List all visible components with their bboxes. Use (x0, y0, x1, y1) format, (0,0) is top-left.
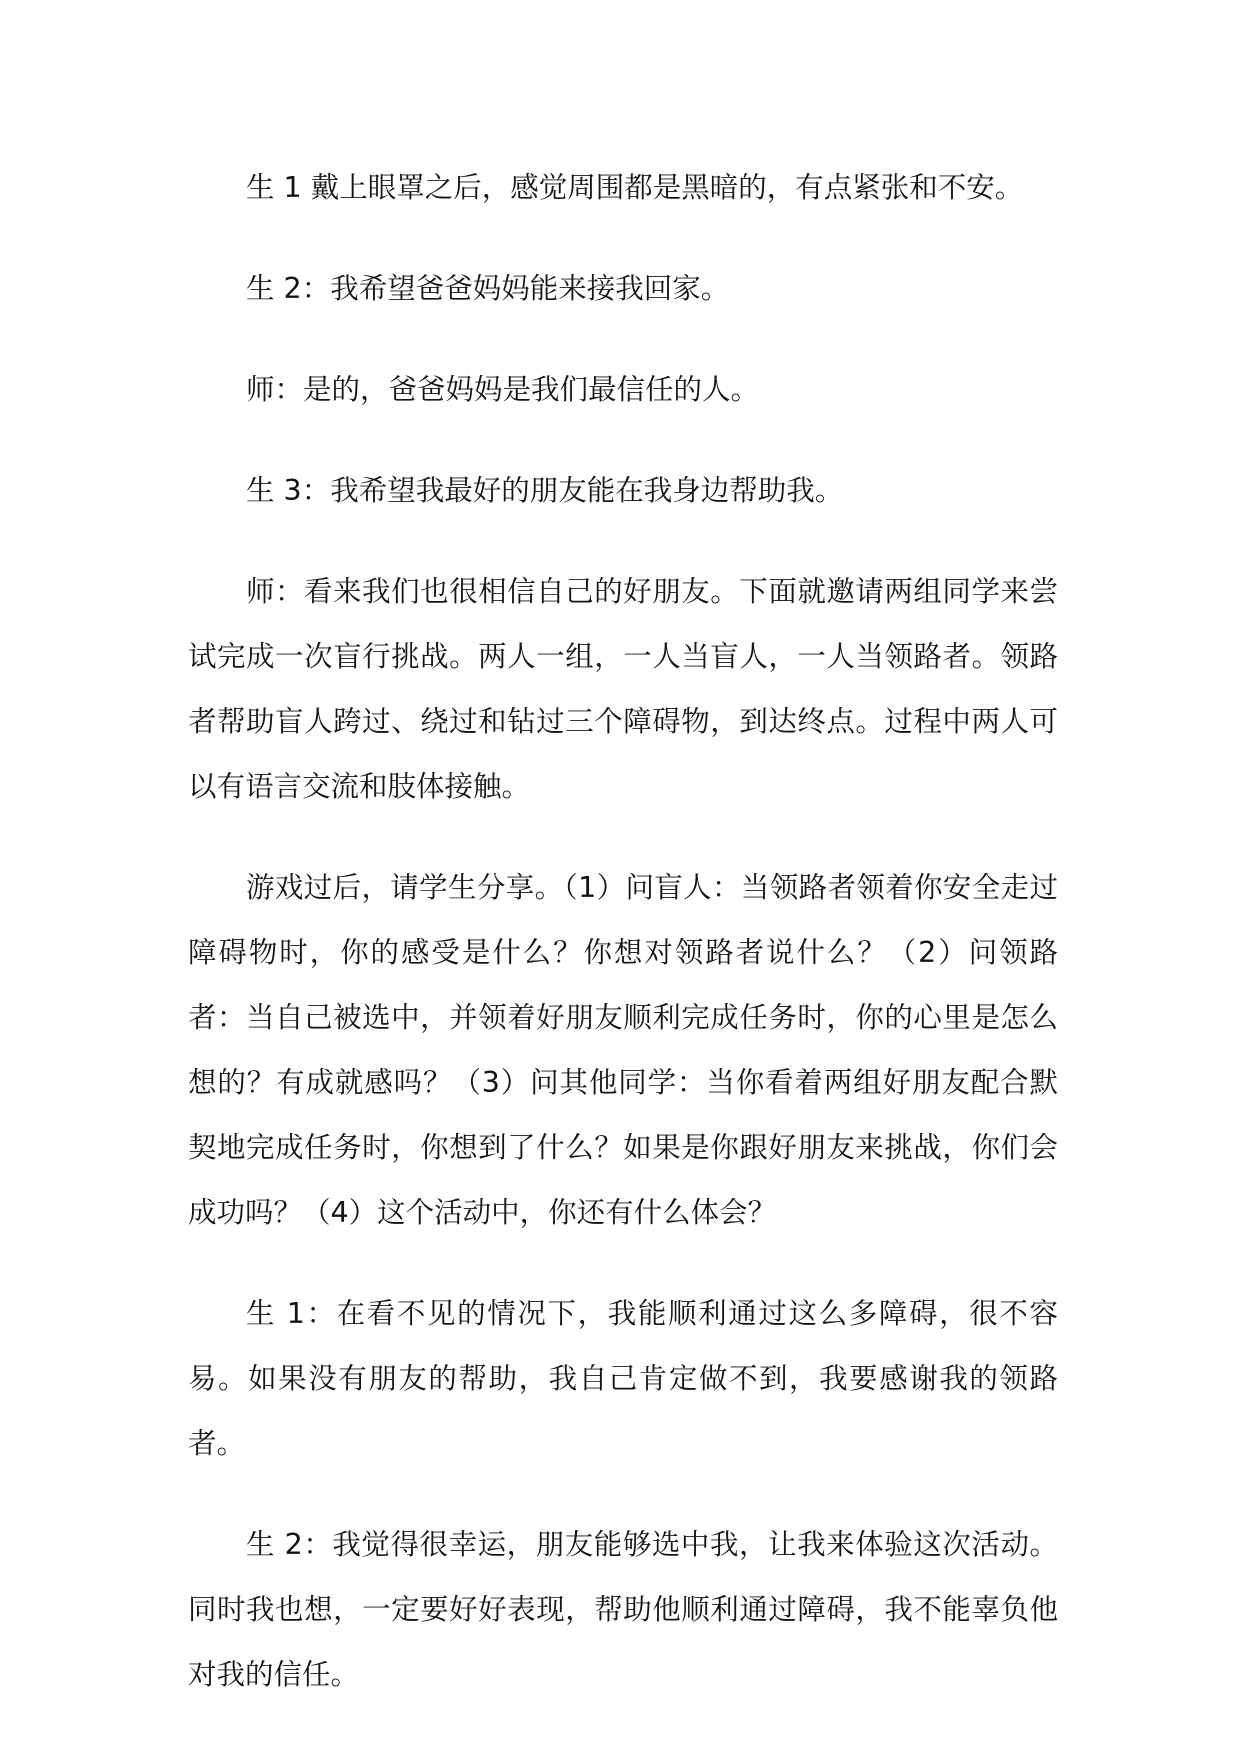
paragraph-teacher-trust: 师：是的，爸爸妈妈是我们最信任的人。 (246, 373, 760, 406)
paragraph-student3-friend: 生 3：我希望我最好的朋友能在我身边帮助我。 (246, 474, 844, 507)
paragraph-student1-blindfold: 生 1 戴上眼罩之后，感觉周围都是黑暗的，有点紧张和不安。 (246, 171, 1024, 204)
document-page (188, 155, 1058, 1743)
paragraph-student1-thanks: 生 1：在看不见的情况下，我能顺利通过这么多障碍，很不容易。如果没有朋友的帮助，我自己肯定做不到，我要感谢我的领路者。 (188, 1297, 1058, 1460)
paragraph-teacher-challenge: 师：看来我们也很相信自己的好朋友。下面就邀请两组同学来尝试完成一次盲行挑战。两人一组，一人当盲人，一人当领路者。领路者帮助盲人跨过、绕过和钻过三个障碍物，到达终点。过程中两人可以有语言交流和肢体接触。 (188, 575, 1058, 803)
paragraph-sharing-questions: 游戏过后，请学生分享。（1）问盲人：当领路者领着你安全走过障碍物时，你的感受是什么？你想对领路者说什么？（2）问领路者：当自己被选中，并领着好朋友顺利完成任务时，你的心里是怎么想的？有成就感吗？（3）问其他同学：当你看着两组好朋友配合默契地完成任务时，你想到了什么？如果是你跟好朋友来挑战，你们会成功吗？（4）这个活动中，你还有什么体会？ (188, 871, 1058, 1229)
paragraph-student2-parents: 生 2：我希望爸爸妈妈能来接我回家。 (246, 272, 730, 305)
paragraph-student2-lucky: 生 2：我觉得很幸运，朋友能够选中我，让我来体验这次活动。同时我也想，一定要好好表现，帮助他顺利通过障碍，我不能辜负他对我的信任。 (188, 1528, 1058, 1691)
